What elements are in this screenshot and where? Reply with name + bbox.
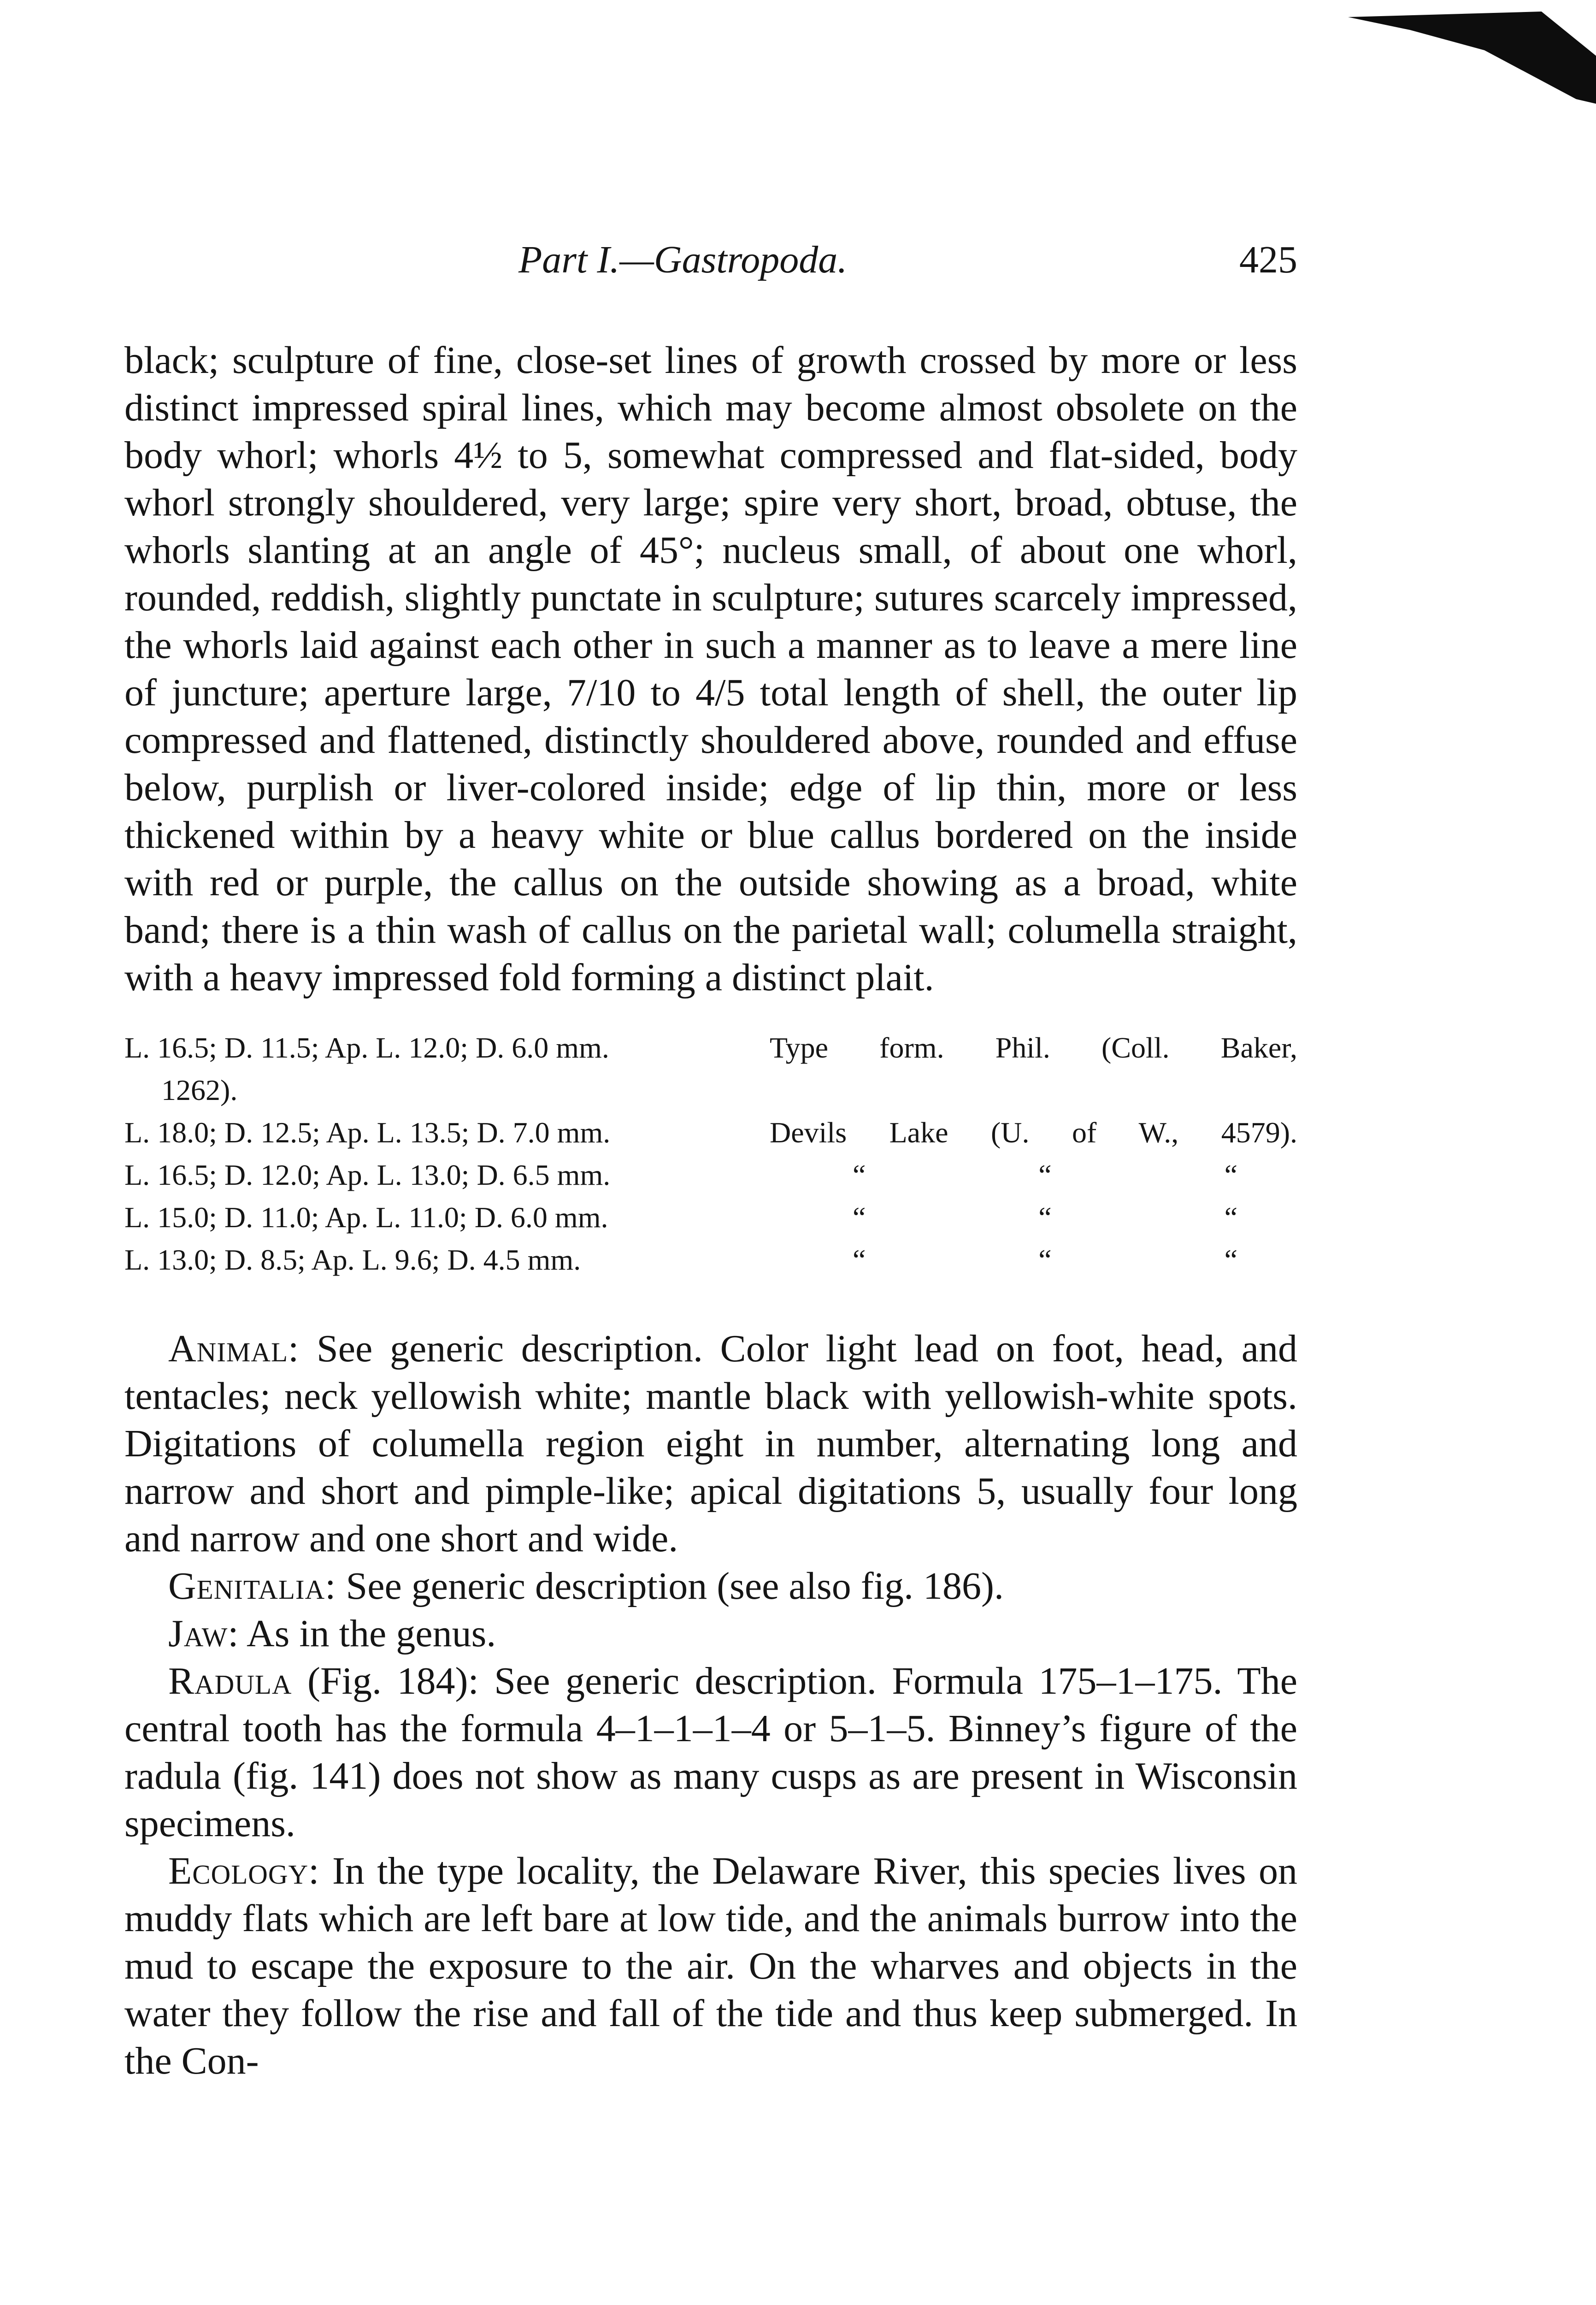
- ditto-mark: “: [853, 1201, 866, 1234]
- ditto-mark: “: [1038, 1158, 1052, 1191]
- measurement-continuation: 1262).: [161, 1074, 238, 1106]
- measurement-locality: Devils Lake (U. of W., 4579).: [770, 1116, 1297, 1149]
- measurement-dims: L. 13.0; D. 8.5; Ap. L. 9.6; D. 4.5 mm.: [124, 1243, 581, 1276]
- ditto-mark: “: [1224, 1201, 1237, 1234]
- scan-corner-mark: [1348, 12, 1596, 104]
- genitalia-text: See generic description (see also fig. 186).: [346, 1565, 1004, 1608]
- measurement-row: [124, 1027, 1297, 1069]
- section-heading-jaw: Jaw:: [168, 1612, 239, 1655]
- measurements-table: [124, 1027, 1297, 1281]
- jaw-paragraph: [124, 1610, 1297, 1657]
- animal-text: See generic description. Color light lead on foot, head, and tentacles; neck yellowish white; mantle black with yellowish-white spots. Digitations of columella region eight in number, alternating long and narrow and short and pimple-like; apical digitations 5, usually four long and narrow and one short and wide.: [124, 1327, 1297, 1560]
- radula-paragraph: [124, 1657, 1297, 1847]
- ecology-paragraph: [124, 1847, 1297, 2085]
- genitalia-paragraph: [124, 1562, 1297, 1610]
- jaw-text: As in the genus.: [246, 1612, 496, 1655]
- ditto-marks: [770, 1239, 1297, 1281]
- ditto-marks: [770, 1154, 1297, 1196]
- measurement-dims: L. 15.0; D. 11.0; Ap. L. 11.0; D. 6.0 mm.: [124, 1201, 608, 1234]
- measurement-locality: Type form. Phil. (Coll. Baker,: [770, 1031, 1297, 1064]
- ditto-mark: “: [1224, 1158, 1237, 1191]
- ditto-mark: “: [1038, 1201, 1052, 1234]
- measurement-dims: L. 18.0; D. 12.5; Ap. L. 13.5; D. 7.0 mm.: [124, 1116, 611, 1149]
- ditto-mark: “: [853, 1158, 866, 1191]
- measurement-row: [124, 1111, 1297, 1154]
- ecology-text: In the type locality, the Delaware River, this species lives on muddy flats which are left bare at low tide, and the animals burrow into the mud to escape the exposure to the air. On the wharves and objects in the water they follow the rise and fall of the tide and thus keep submerged. In the Con-: [124, 1850, 1298, 2082]
- animal-paragraph: [124, 1325, 1297, 1562]
- ditto-marks: [770, 1196, 1297, 1239]
- body-text: [124, 337, 1297, 2085]
- measurement-dims: L. 16.5; D. 11.5; Ap. L. 12.0; D. 6.0 mm.: [124, 1031, 609, 1064]
- measurement-row: [124, 1239, 1297, 1281]
- section-heading-radula: Radula: [168, 1660, 292, 1702]
- page-number: 425: [1239, 238, 1297, 281]
- running-head: Part I.—Gastropoda.: [518, 238, 848, 281]
- page-header: [124, 237, 1297, 284]
- section-heading-animal: Animal:: [168, 1327, 300, 1370]
- radula-text: (Fig. 184): See generic description. Formula 175–1–175. The central tooth has the formula 4–1–1–1–4 or 5–1–5. Binney’s figure of the radula (fig. 141) does not show as many cusps as are present in Wisconsin specimens.: [124, 1660, 1297, 1845]
- measurement-row: [124, 1196, 1297, 1239]
- description-paragraph: black; sculpture of fine, close-set lines of growth crossed by more or less distinct impressed spiral lines, which may become almost obsolete on the body whorl; whorls 4½ to 5, somewhat compressed and flat-sided, body whorl strongly shouldered, very large; spire very short, broad, obtuse, the whorls slanting at an angle of 45°; nucleus small, of about one whorl, rounded, reddish, slightly punctate in sculpture; sutures scarcely impressed, the whorls laid against each other in such a manner as to leave a mere line of juncture; aperture large, 7/10 to 4/5 total length of shell, the outer lip compressed and flattened, distinctly shouldered above, rounded and effuse below, purplish or liver-colored inside; edge of lip thin, more or less thickened within by a heavy white or blue callus bordered on the inside with red or purple, the callus on the outside showing as a broad, white band; there is a thin wash of callus on the parietal wall; columella straight, with a heavy impressed fold forming a distinct plait.: [124, 339, 1297, 999]
- section-heading-genitalia: Genitalia:: [168, 1565, 336, 1608]
- ditto-mark: “: [1038, 1243, 1052, 1276]
- section-heading-ecology: Ecology:: [168, 1850, 320, 1892]
- measurement-dims: L. 16.5; D. 12.0; Ap. L. 13.0; D. 6.5 mm.: [124, 1158, 611, 1191]
- ditto-mark: “: [853, 1243, 866, 1276]
- ditto-mark: “: [1224, 1243, 1237, 1276]
- measurement-row: [124, 1154, 1297, 1196]
